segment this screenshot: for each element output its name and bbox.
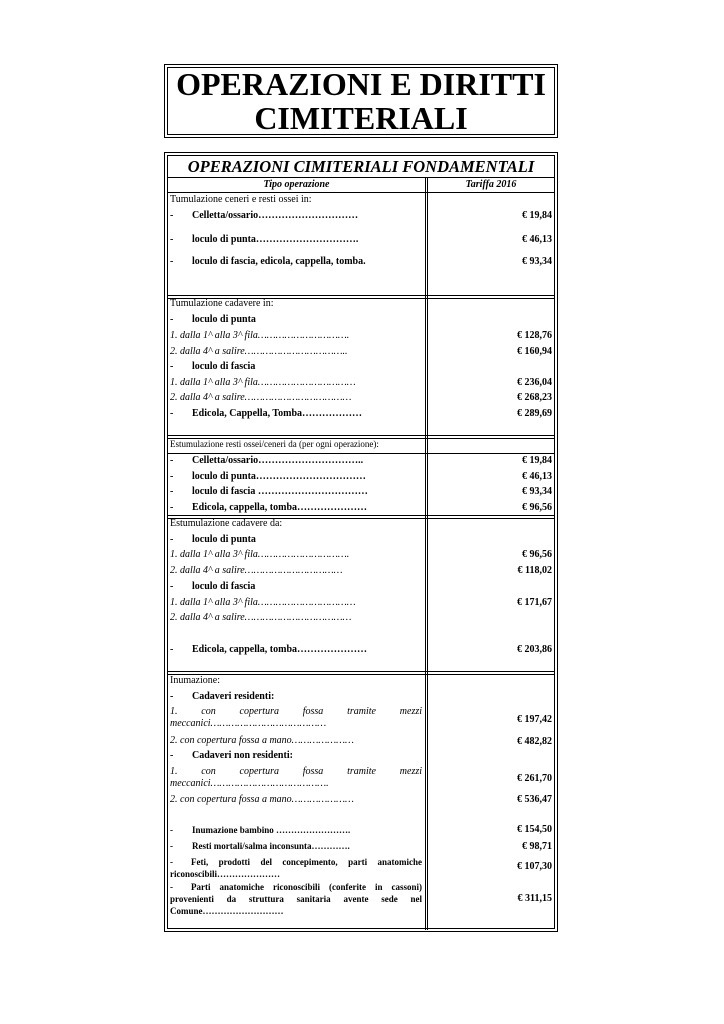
table-row: 1. dalla 1^ alla 3^ fila…………………………… [170, 377, 356, 388]
table-row: 2. dalla 4^ a salire…………………………….. [170, 346, 348, 357]
table-row: - Edicola, cappella, tomba………………… [170, 644, 368, 655]
table-row: 2. dalla 4^ a salire…………………………… [170, 565, 343, 576]
table-row: - Resti mortali/salma inconsunta…………. [170, 841, 350, 851]
price: € 197,42 [517, 714, 552, 725]
group-label: - Cadaveri residenti: [170, 691, 275, 702]
price: € 46,13 [522, 471, 552, 482]
row-divider [168, 453, 554, 454]
price: € 46,13 [522, 234, 552, 245]
section-4-heading: Estumulazione cadavere da: [170, 518, 283, 529]
price: € 171,67 [517, 597, 552, 608]
price: € 160,94 [517, 346, 552, 357]
price: € 93,34 [522, 256, 552, 267]
price: € 311,15 [517, 893, 552, 904]
price: € 118,02 [517, 565, 552, 576]
table-row: 1. dalla 1^ alla 3^ fila…………………………… [170, 597, 356, 608]
price: € 19,84 [522, 210, 552, 221]
tariff-table-inner [167, 155, 555, 929]
table-row: - loculo di punta…………………………… [170, 471, 366, 482]
price: € 261,70 [517, 773, 552, 784]
table-row: 1. con copertura fossa tramite mezzi meccanici………………………………… [170, 706, 422, 729]
header-divider [168, 192, 554, 193]
price: € 268,23 [517, 392, 552, 403]
group-label: - loculo di fascia [170, 361, 256, 372]
group-label: - loculo di punta [170, 534, 256, 545]
section-1-heading: Tumulazione ceneri e resti ossei in: [170, 194, 312, 205]
table-row: 2. dalla 4^ a salire……………………………… [170, 392, 352, 403]
price: € 203,86 [517, 644, 552, 655]
table-row: 1. dalla 1^ alla 3^ fila…………………………. [170, 330, 350, 341]
table-heading: OPERAZIONI CIMITERIALI FONDAMENTALI [168, 156, 554, 178]
price: € 96,56 [522, 549, 552, 560]
table-row: - loculo di punta…………………………. [170, 234, 359, 245]
table-row: 1. con copertura fossa tramite mezzi meccanici…………………………………. [170, 766, 422, 789]
tariff-table [164, 152, 558, 932]
table-row: 2. con copertura fossa a mano………………… [170, 735, 354, 746]
price: € 128,76 [517, 330, 552, 341]
table-row: - Edicola, cappella, tomba………………… [170, 502, 368, 513]
price: € 536,47 [517, 794, 552, 805]
column-divider [425, 178, 428, 930]
price: € 154,50 [517, 824, 552, 835]
section-3-heading: Estumulazione resti ossei/ceneri da (per ogni operazione): [170, 439, 379, 449]
table-row: - Feti, prodotti del concepimento, parti anatomiche riconoscibili………………… [170, 857, 422, 879]
title-box [164, 64, 558, 138]
section-2-heading: Tumulazione cadavere in: [170, 298, 274, 309]
table-row: 2. dalla 4^ a salire……………………………… [170, 612, 352, 623]
price: € 19,84 [522, 455, 552, 466]
table-row: - loculo di fascia …………………………… [170, 486, 368, 497]
group-label: - Cadaveri non residenti: [170, 750, 293, 761]
price: € 289,69 [517, 408, 552, 419]
table-row: - Inumazione bambino ……………………. [170, 825, 351, 835]
table-row: - Celletta/ossario………………………… [170, 210, 359, 221]
price: € 236,04 [517, 377, 552, 388]
table-row: - Edicola, Cappella, Tomba……………… [170, 408, 363, 419]
column-header-type: Tipo operazione [263, 179, 330, 190]
page-title: OPERAZIONI E DIRITTI CIMITERIALI [167, 67, 555, 135]
price: € 98,71 [522, 841, 552, 852]
table-row: - Parti anatomiche riconoscibili (conferite in cassoni) provenienti da struttura sanitaria avente sede nel Comune……………………… [170, 882, 422, 916]
section-divider [168, 671, 554, 675]
column-header-tariff: Tariffa 2016 [465, 179, 517, 190]
price: € 107,30 [517, 861, 552, 872]
price: € 482,82 [517, 736, 552, 747]
table-row: - loculo di fascia, edicola, cappella, tomba. [170, 256, 366, 267]
price: € 93,34 [522, 486, 552, 497]
price: € 96,56 [522, 502, 552, 513]
table-row: - Celletta/ossario………………………….. [170, 455, 364, 466]
table-row: 1. dalla 1^ alla 3^ fila…………………………. [170, 549, 350, 560]
group-label: - loculo di fascia [170, 581, 256, 592]
section-5-heading: Inumazione: [170, 675, 220, 686]
table-row: 2. con copertura fossa a mano………………… [170, 794, 354, 805]
group-label: - loculo di punta [170, 314, 256, 325]
